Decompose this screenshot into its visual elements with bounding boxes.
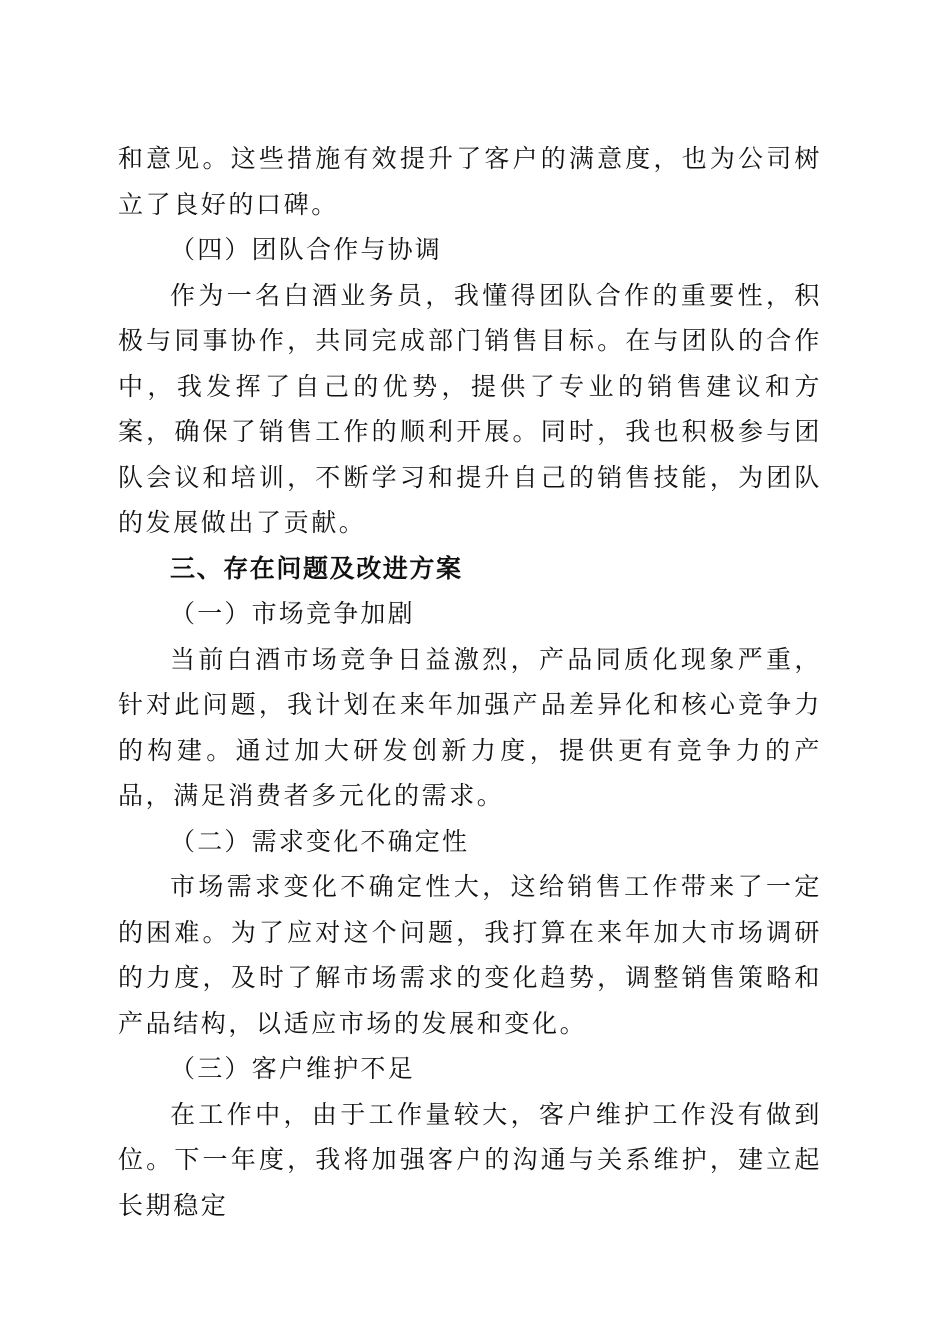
paragraph-customer-maintenance: 在工作中，由于工作量较大，客户维护工作没有做到位。下一年度，我将加强客户的沟通与关系维护，建立起长期稳定	[118, 1099, 822, 1220]
paragraph-market-competition: 当前白酒市场竞争日益激烈，产品同质化现象严重，针对此问题，我计划在来年加强产品差异化和核心竞争力的构建。通过加大研发创新力度，提供更有竞争力的产品，满足消费者多元化的需求。	[118, 644, 822, 810]
section-heading-customer-maintenance: （三）客户维护不足	[170, 1054, 415, 1083]
chapter-heading-problems: 三、存在问题及改进方案	[170, 553, 463, 583]
section-heading-demand-uncertainty: （二）需求变化不确定性	[170, 826, 470, 856]
paragraph-team-cooperation: 作为一名白酒业务员，我懂得团队合作的重要性，积极与同事协作，共同完成部门销售目标。在与团队的合作中，我发挥了自己的优势，提供了专业的销售建议和方案，确保了销售工作的顺利开展。同时，我也积极参与团队会议和培训，不断学习和提升自己的销售技能，为团队的发展做出了贡献。	[118, 280, 822, 537]
section-heading-market-competition: （一）市场竞争加剧	[170, 599, 415, 628]
section-heading-team-cooperation: （四）团队合作与协调	[170, 235, 443, 264]
paragraph-continuation: 和意见。这些措施有效提升了客户的满意度，也为公司树立了良好的口碑。	[118, 144, 822, 219]
paragraph-demand-uncertainty: 市场需求变化不确定性大，这给销售工作带来了一定的困难。为了应对这个问题，我打算在来年加大市场调研的力度，及时了解市场需求的变化趋势，调整销售策略和产品结构，以适应市场的发展和变化。	[118, 872, 822, 1038]
document-body	[118, 136, 822, 1228]
